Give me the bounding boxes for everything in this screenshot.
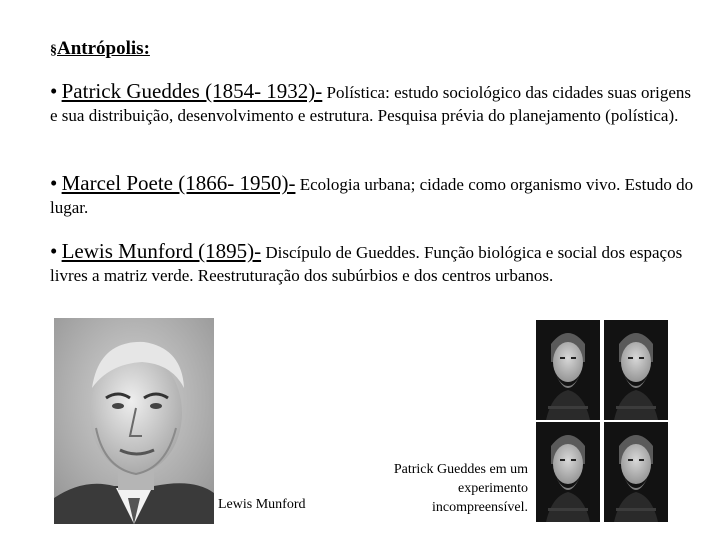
bullet-name: Patrick Gueddes (1854- 1932)- [61,79,323,103]
geddes-caption: Patrick Gueddes em um experimento incompreensível. [393,462,528,515]
bullet-dot: • [50,79,58,103]
bullet-poete [50,172,695,219]
geddes-photo-1 [536,320,600,420]
bullet-name: Lewis Munford (1895)- [61,239,262,263]
bullet-dot: • [50,171,58,195]
bullet-text: Discípulo de Gueddes. Função biológica e social dos espaços livres a matriz verde. Reestruturação dos subúrbios e dos centros urbanos. [50,243,683,285]
bullet-gueddes [50,80,695,127]
heading-text: Antrópolis: [57,38,150,59]
slide-heading [50,38,150,60]
bullet-name: Marcel Poete (1866- 1950)- [61,171,296,195]
geddes-photo-grid [534,318,670,524]
geddes-photo-4 [604,422,668,522]
bullet-text: Polística: estudo sociológico das cidades suas origens e sua distribuição, desenvolvimento e estrutura. Pesquisa prévia do planejamento (polística). [50,83,692,125]
section-mark: § [50,43,57,58]
bullet-munford [50,240,695,287]
bullet-dot: • [50,239,58,263]
bullet-text: Ecologia urbana; cidade como organismo vivo. Estudo do lugar. [50,175,694,217]
munford-portrait-photo [54,318,214,524]
geddes-photo-2 [604,320,668,420]
geddes-photo-3 [536,422,600,522]
munford-caption: Lewis Munford [218,497,306,512]
